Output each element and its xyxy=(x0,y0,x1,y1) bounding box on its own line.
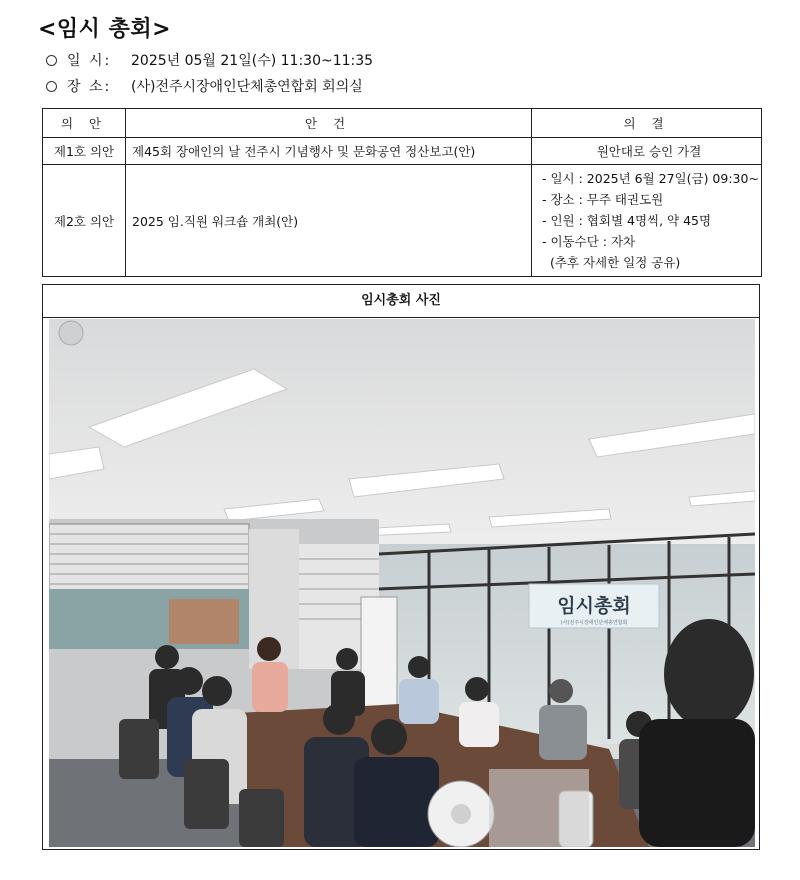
photo-caption: 임시총회 사진 xyxy=(43,285,759,318)
header-agenda-result: 의 결 xyxy=(532,109,762,138)
table-row xyxy=(43,165,762,277)
place-value: (사)전주시장애인단체총연합회 회의실 xyxy=(131,79,363,95)
place-label: 장 소: xyxy=(67,79,112,95)
header-agenda-item: 안 건 xyxy=(126,109,532,138)
meeting-photo-illustration xyxy=(49,319,755,847)
photo-section xyxy=(42,284,760,850)
result-line: - 장소 : 무주 태권도원 xyxy=(542,192,664,207)
result-list xyxy=(538,166,760,275)
agenda-item-cell: 2025 임.직원 워크숍 개최(안) xyxy=(126,165,532,277)
result-line: - 일시 : 2025년 6월 27일(금) 09:30~ xyxy=(542,171,759,186)
table-row xyxy=(43,138,762,165)
result-line: - 인원 : 협회별 4명씩, 약 45명 xyxy=(542,213,712,228)
banner-small-text: (사)전주시장애인단체총연합회 xyxy=(560,620,628,626)
agenda-result-cell xyxy=(532,165,762,277)
agenda-no-cell: 제2호 의안 xyxy=(43,165,126,277)
banner-text: 임시총회 xyxy=(557,595,631,617)
meeting-photo xyxy=(49,319,755,847)
agenda-no-cell: 제1호 의안 xyxy=(43,138,126,165)
date-row xyxy=(46,50,373,70)
agenda-header-row xyxy=(43,109,762,138)
result-line: (추후 자세한 일정 공유) xyxy=(542,255,681,270)
bullet-circle-icon xyxy=(46,55,57,66)
header-agenda-no: 의 안 xyxy=(43,109,126,138)
date-value: 2025년 05월 21일(수) 11:30~11:35 xyxy=(131,53,374,69)
agenda-result-cell: 원안대로 승인 가결 xyxy=(532,138,762,165)
result-line: - 이동수단 : 자차 xyxy=(542,234,636,249)
page-title: <임시 총회> xyxy=(38,17,172,42)
agenda-table xyxy=(42,108,762,277)
date-label: 일 시: xyxy=(67,53,112,69)
bullet-circle-icon xyxy=(46,81,57,92)
agenda-item-cell: 제45회 장애인의 날 전주시 기념행사 및 문화공연 정산보고(안) xyxy=(126,138,532,165)
place-row xyxy=(46,76,363,96)
